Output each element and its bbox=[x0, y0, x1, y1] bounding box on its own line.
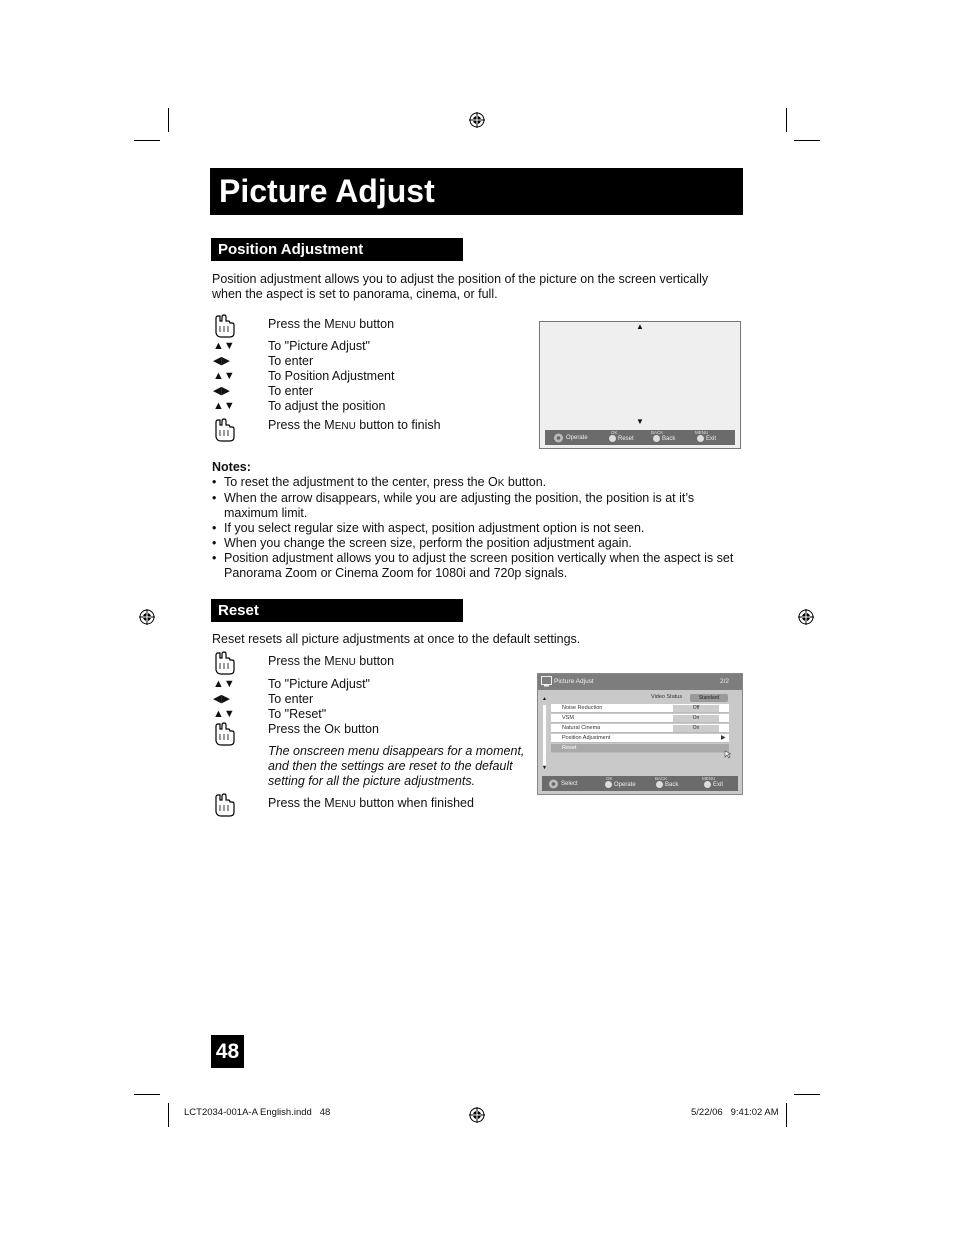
registration-mark-icon bbox=[469, 1107, 485, 1123]
menu-row bbox=[551, 734, 729, 743]
hand-press-icon bbox=[213, 314, 235, 338]
left-right-arrows-icon: ◀▶ bbox=[213, 385, 230, 397]
note-text: • When you change the screen size, perform the position adjustment again. bbox=[224, 536, 632, 550]
registration-mark-icon bbox=[139, 609, 155, 625]
step-text-part: button to finish bbox=[355, 418, 441, 432]
back-button-icon bbox=[653, 435, 660, 442]
osd-button-bar bbox=[542, 776, 738, 791]
step-text-part: Press the M bbox=[268, 796, 335, 810]
scroll-down-icon: ▼ bbox=[542, 765, 547, 771]
position-intro bbox=[212, 272, 732, 302]
up-down-arrows-icon: ▲▼ bbox=[213, 678, 235, 690]
osd-caption: MENU bbox=[695, 430, 709, 435]
step-text: To enter bbox=[268, 384, 314, 398]
small-caps: ENU bbox=[334, 799, 356, 810]
osd-exit bbox=[697, 435, 716, 442]
step-text: To "Picture Adjust" bbox=[268, 339, 370, 353]
step-text-part: Press the O bbox=[268, 722, 334, 736]
dpad-icon bbox=[548, 779, 559, 789]
page-number: 48 bbox=[211, 1035, 244, 1068]
osd-exit bbox=[704, 781, 723, 788]
menu-row-label: Reset bbox=[562, 745, 577, 751]
menu-row-value: Off bbox=[673, 705, 719, 712]
note-item bbox=[212, 551, 742, 581]
osd-caption: MENU bbox=[702, 776, 716, 781]
step-text-part: Press the M bbox=[268, 317, 335, 331]
step-text bbox=[268, 654, 394, 670]
submenu-arrow-icon: ▶ bbox=[721, 735, 726, 741]
italic-line: The onscreen menu disappears for a moment, bbox=[268, 744, 525, 758]
crop-mark bbox=[794, 1094, 820, 1095]
up-arrow-icon: ▲ bbox=[636, 322, 644, 331]
intro-line: when the aspect is set to panorama, cinema, or full. bbox=[212, 287, 498, 301]
step-text bbox=[268, 722, 379, 738]
osd-label: Back bbox=[662, 435, 676, 442]
hand-press-icon bbox=[213, 722, 235, 746]
menu-row-value: On bbox=[673, 715, 719, 722]
up-down-arrows-icon: ▲▼ bbox=[213, 708, 235, 720]
osd-caption: BACK bbox=[651, 430, 664, 435]
up-down-arrows-icon: ▲▼ bbox=[213, 400, 235, 412]
menu-row-label: Noise Reduction bbox=[562, 705, 603, 711]
up-down-arrows-icon: ▲▼ bbox=[213, 370, 235, 382]
section-heading-position: Position Adjustment bbox=[211, 238, 463, 261]
osd-operate bbox=[553, 433, 588, 443]
osd-label: Select bbox=[561, 781, 578, 787]
step-text: To adjust the position bbox=[268, 399, 386, 413]
osd-label: Exit bbox=[706, 435, 717, 442]
ok-button-icon bbox=[609, 435, 616, 442]
small-caps: ENU bbox=[334, 657, 356, 668]
step-text: To "Reset" bbox=[268, 707, 327, 721]
menu-title: Picture Adjust bbox=[554, 678, 594, 685]
small-caps: ENU bbox=[334, 320, 356, 331]
step-text-part: button bbox=[340, 722, 379, 736]
osd-label: Operate bbox=[566, 435, 588, 441]
osd-label: Back bbox=[665, 781, 679, 788]
osd-caption: OK bbox=[606, 776, 613, 781]
ok-button-icon bbox=[605, 781, 612, 788]
down-arrow-icon: ▼ bbox=[636, 417, 644, 426]
menu-row-label: Position Adjustment bbox=[562, 735, 611, 741]
crop-mark bbox=[794, 140, 820, 141]
step-text bbox=[268, 317, 394, 333]
osd-operate bbox=[605, 781, 636, 788]
osd-caption: OK bbox=[611, 430, 618, 435]
note-text: • Position adjustment allows you to adjust the screen position vertically when the aspect is set bbox=[224, 551, 734, 565]
note-text: maximum limit. bbox=[224, 506, 308, 520]
menu-row-label: VSM bbox=[562, 715, 574, 721]
note-text: To reset the adjustment to the center, press the O bbox=[224, 475, 498, 489]
menu-button-icon bbox=[697, 435, 704, 442]
notes-heading: Notes: bbox=[212, 460, 251, 474]
note-item bbox=[212, 491, 742, 521]
crop-mark bbox=[168, 108, 169, 132]
footer-file-info: LCT2034-001A-A English.indd 48 bbox=[184, 1107, 331, 1118]
small-caps: ENU bbox=[334, 421, 356, 432]
left-right-arrows-icon: ◀▶ bbox=[213, 355, 230, 367]
scroll-up-icon: ▲ bbox=[542, 696, 547, 702]
crop-mark bbox=[168, 1103, 169, 1127]
section-heading-reset: Reset bbox=[211, 599, 463, 622]
menu-row-selected bbox=[551, 744, 729, 753]
note-text: • When the arrow disappears, while you are adjusting the position, the position is at it’s bbox=[224, 491, 695, 505]
notes-list bbox=[212, 475, 742, 581]
video-status-label: Video Status bbox=[651, 694, 683, 700]
hand-press-icon bbox=[213, 793, 235, 817]
osd-label: Exit bbox=[713, 781, 724, 788]
step-text bbox=[268, 796, 474, 812]
osd-back bbox=[653, 435, 675, 442]
hand-press-icon bbox=[213, 651, 235, 675]
osd-reset bbox=[609, 435, 634, 442]
step-text bbox=[268, 418, 441, 434]
step-text: To Position Adjustment bbox=[268, 369, 395, 383]
page-title: Picture Adjust bbox=[210, 168, 743, 215]
menu-row-value: On bbox=[673, 725, 719, 732]
crop-mark bbox=[134, 1094, 160, 1095]
menu-page-indicator: 2/2 bbox=[720, 678, 730, 685]
intro-line: Position adjustment allows you to adjust the position of the picture on the screen vertically bbox=[212, 272, 709, 286]
small-caps: K bbox=[334, 725, 341, 736]
position-adjust-screen bbox=[539, 321, 741, 449]
step-text-part: button bbox=[355, 654, 395, 668]
step-text: To "Picture Adjust" bbox=[268, 677, 370, 691]
small-caps: K bbox=[497, 478, 505, 489]
reset-intro: Reset resets all picture adjustments at once to the default settings. bbox=[212, 632, 581, 646]
step-text-part: Press the M bbox=[268, 418, 335, 432]
back-button-icon bbox=[656, 781, 663, 788]
dpad-icon bbox=[553, 433, 564, 443]
menu-row bbox=[551, 724, 729, 733]
reset-note-italic bbox=[268, 744, 524, 789]
menu-row bbox=[551, 714, 729, 723]
video-status-value: Standard bbox=[690, 694, 728, 702]
scrollbar bbox=[543, 705, 546, 765]
note-item bbox=[212, 475, 742, 491]
menu-row bbox=[551, 704, 729, 713]
tv-icon bbox=[541, 676, 552, 687]
registration-mark-icon bbox=[798, 609, 814, 625]
osd-label: Operate bbox=[614, 781, 636, 788]
crop-mark bbox=[786, 108, 787, 132]
osd-caption: BACK bbox=[655, 776, 668, 781]
menu-header bbox=[538, 674, 742, 690]
osd-back bbox=[656, 781, 678, 788]
note-text: button. bbox=[504, 475, 547, 489]
osd-select bbox=[548, 779, 578, 789]
menu-row-label: Natural Cinema bbox=[562, 725, 601, 731]
picture-adjust-menu-screen bbox=[537, 673, 743, 795]
up-down-arrows-icon: ▲▼ bbox=[213, 340, 235, 352]
italic-line: and then the settings are reset to the default bbox=[268, 759, 513, 773]
step-text-part: button when finished bbox=[355, 796, 474, 810]
italic-line: setting for all the picture adjustments. bbox=[268, 774, 476, 788]
left-right-arrows-icon: ◀▶ bbox=[213, 693, 230, 705]
footer-timestamp: 5/22/06 9:41:02 AM bbox=[691, 1107, 779, 1118]
osd-label: Reset bbox=[618, 435, 634, 442]
crop-mark bbox=[786, 1103, 787, 1127]
osd-button-bar bbox=[545, 430, 735, 445]
step-text-part: Press the M bbox=[268, 654, 335, 668]
pointer-hand-icon bbox=[724, 750, 732, 759]
crop-mark bbox=[134, 140, 160, 141]
step-text: To enter bbox=[268, 354, 314, 368]
note-text: • If you select regular size with aspect, position adjustment option is not seen. bbox=[224, 521, 645, 535]
registration-mark-icon bbox=[469, 112, 485, 128]
note-text: Panorama Zoom or Cinema Zoom for 1080i and 720p signals. bbox=[224, 566, 568, 580]
menu-button-icon bbox=[704, 781, 711, 788]
step-text: To enter bbox=[268, 692, 314, 706]
note-item bbox=[212, 521, 742, 536]
hand-press-icon bbox=[213, 418, 235, 442]
step-text-part: button bbox=[355, 317, 395, 331]
note-item bbox=[212, 536, 742, 551]
